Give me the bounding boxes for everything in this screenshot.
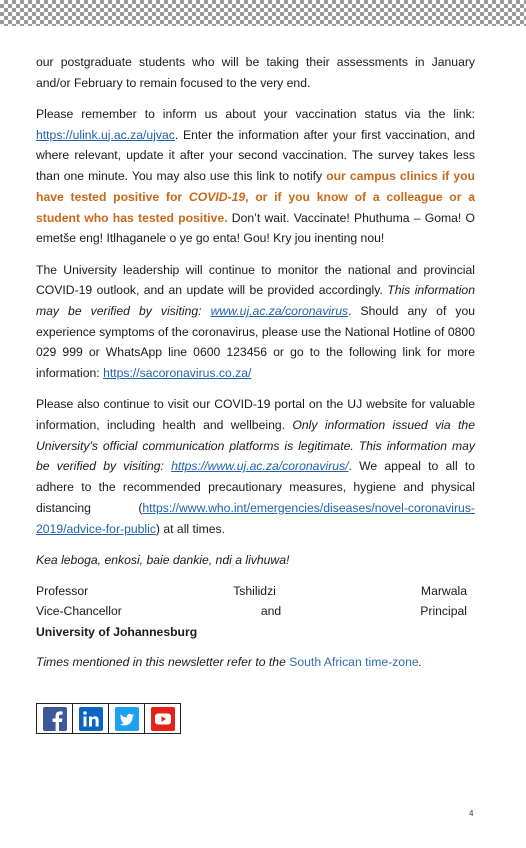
sacoronavirus-link[interactable]: https://sacoronavirus.co.za/ <box>103 366 252 381</box>
linkedin-link[interactable] <box>73 704 109 733</box>
paragraph-monitoring: The University leadership will continue to monitor the national and provincial COVID-19 outlook, and an update will be provided accordingly. This information may be verified by visiting: www.uj.ac.za/coronavirus. Should any of you experience symptoms of the coronavirus, please use the National Hotline of 0800 029 999 or WhatsApp line 0600 123456 or go to the following link for more information: https://sacoronavirus.co.za/ <box>36 262 476 381</box>
facebook-icon <box>43 707 67 731</box>
thanks-line: Kea leboga, enkosi, baie dankie, ndi a livhuwa! <box>36 552 290 567</box>
signature-name-row: Professor Tshilidzi Marwala <box>36 583 467 598</box>
youtube-link[interactable] <box>145 704 180 733</box>
twitter-link[interactable] <box>109 704 145 733</box>
newsletter-body <box>36 52 475 683</box>
paragraph-postgraduate: our postgraduate students who will be taking their assessments in January and/or February to remain focused to the very end. <box>36 55 475 90</box>
youtube-icon <box>151 707 175 731</box>
twitter-icon <box>115 707 139 731</box>
paragraph-vaccination: Please remember to inform us about your vaccination status via the link: https://ulink.uj.ac.za/ujvac. Enter the information after your first vaccination, and where relevant, update it after your second vaccination. The survey takes less than one minute. You may also use this link to notify our campus clinics if you have tested positive for COVID-19, or if you know of a colleague or a student who has tested positive. Don’t wait. Vaccinate! Phuthuma – Goma! O emetše eng! Itlhaganele o ye go enta! Gou! Kry jou inenting nou! <box>36 107 475 246</box>
university-name: University of Johannesburg <box>36 624 198 639</box>
signature-title-row: Vice-Chancellor and Principal <box>36 604 467 619</box>
who-advice-link[interactable]: https://www.who.int/emergencies/diseases/novel-coronavirus-2019/advice-for-public <box>36 500 475 536</box>
clinic-notice: our campus clinics if you have tested positive for COVID-19, or if you know of a colleague or a student who has tested positive. <box>36 169 475 225</box>
page-number: 4 <box>469 809 474 818</box>
decorative-header-pattern <box>0 0 526 26</box>
linkedin-icon <box>79 707 103 731</box>
uj-coronavirus-link[interactable]: www.uj.ac.za/coronavirus <box>210 303 349 318</box>
facebook-link[interactable] <box>37 704 73 733</box>
timezone-note: Times mentioned in this newsletter refer to the South African time-zone. <box>36 654 423 669</box>
social-media-bar <box>36 703 181 734</box>
ujvac-link[interactable]: https://ulink.uj.ac.za/ujvac <box>36 127 175 142</box>
uj-coronavirus-portal-link[interactable]: https://www.uj.ac.za/coronavirus/ <box>171 459 349 474</box>
paragraph-portal: Please also continue to visit our COVID-19 portal on the UJ website for valuable information, including health and wellbeing. Only information issued via the University's official communication platforms is legitimate. This information may be verified by visiting: https://www.uj.ac.za/coronavirus/. We appeal to all to adhere to the recommended precautionary measures, hygiene and physical distancing (https://www.who.int/emergencies/diseases/novel-coronavirus-2019/advice-for-public) at all times. <box>36 397 476 536</box>
